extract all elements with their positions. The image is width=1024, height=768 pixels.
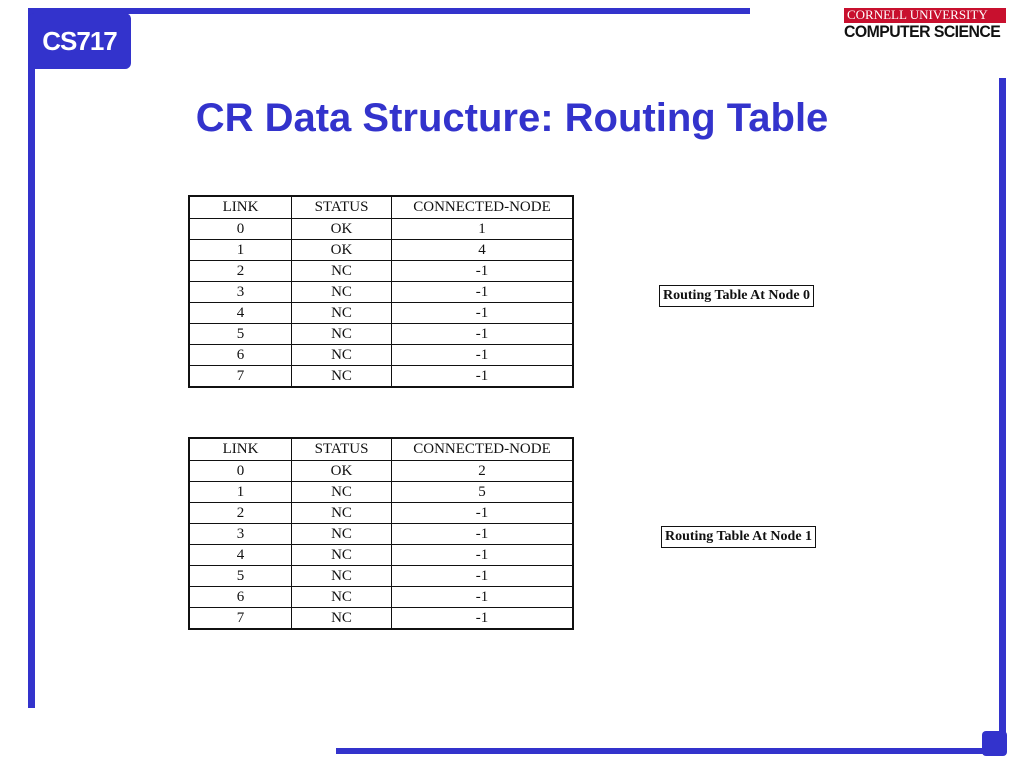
cell-connected-node: 4 <box>392 240 574 261</box>
cell-connected-node: -1 <box>392 345 574 366</box>
cell-status: NC <box>292 503 392 524</box>
bottom-right-corner-block <box>982 731 1007 756</box>
cell-link: 3 <box>189 524 292 545</box>
logo-department-text: COMPUTER SCIENCE <box>844 22 1001 41</box>
cornell-cs-logo <box>844 8 1006 41</box>
cell-connected-node: -1 <box>392 261 574 282</box>
cell-link: 3 <box>189 282 292 303</box>
routing-table-node-1 <box>188 437 574 630</box>
cell-status: NC <box>292 345 392 366</box>
table-row <box>189 482 573 503</box>
cell-connected-node: -1 <box>392 282 574 303</box>
cell-link: 5 <box>189 566 292 587</box>
table-row <box>189 461 573 482</box>
cell-status: NC <box>292 282 392 303</box>
table-row <box>189 566 573 587</box>
top-border-bar <box>28 8 750 14</box>
slide-title: CR Data Structure: Routing Table <box>195 96 829 140</box>
cell-status: NC <box>292 324 392 345</box>
cell-status: OK <box>292 461 392 482</box>
cell-connected-node: -1 <box>392 608 574 630</box>
cell-connected-node: -1 <box>392 587 574 608</box>
cell-link: 2 <box>189 261 292 282</box>
cell-status: NC <box>292 524 392 545</box>
table-row <box>189 303 573 324</box>
cell-link: 4 <box>189 303 292 324</box>
cell-connected-node: -1 <box>392 545 574 566</box>
cell-status: OK <box>292 240 392 261</box>
table-header-row <box>189 196 573 219</box>
cell-link: 6 <box>189 587 292 608</box>
table-row <box>189 282 573 303</box>
column-header-link: LINK <box>189 438 292 461</box>
cell-connected-node: -1 <box>392 324 574 345</box>
cell-status: NC <box>292 566 392 587</box>
cell-connected-node: -1 <box>392 303 574 324</box>
caption-node-0: Routing Table At Node 0 <box>659 285 814 307</box>
cell-link: 1 <box>189 482 292 503</box>
cell-link: 2 <box>189 503 292 524</box>
cell-link: 6 <box>189 345 292 366</box>
column-header-status: STATUS <box>292 196 392 219</box>
cell-status: NC <box>292 482 392 503</box>
cell-status: NC <box>292 545 392 566</box>
column-header-status: STATUS <box>292 438 392 461</box>
cell-status: OK <box>292 219 392 240</box>
cell-link: 7 <box>189 366 292 388</box>
cell-status: NC <box>292 608 392 630</box>
table-row <box>189 608 573 630</box>
cell-status: NC <box>292 366 392 388</box>
cell-connected-node: -1 <box>392 366 574 388</box>
table-row <box>189 345 573 366</box>
table-row <box>189 587 573 608</box>
routing-table-node-0 <box>188 195 574 388</box>
logo-university-text: CORNELL UNIVERSITY <box>844 8 1006 23</box>
cell-connected-node: -1 <box>392 503 574 524</box>
cell-link: 0 <box>189 461 292 482</box>
cell-status: NC <box>292 587 392 608</box>
table-row <box>189 324 573 345</box>
cell-link: 4 <box>189 545 292 566</box>
table-header-row <box>189 438 573 461</box>
table-row <box>189 524 573 545</box>
cell-link: 0 <box>189 219 292 240</box>
right-border-bar <box>999 78 1006 748</box>
bottom-border-bar <box>336 748 1006 754</box>
cell-link: 5 <box>189 324 292 345</box>
cell-status: NC <box>292 261 392 282</box>
table-row <box>189 219 573 240</box>
table-row <box>189 366 573 388</box>
caption-node-1: Routing Table At Node 1 <box>661 526 816 548</box>
cell-connected-node: 1 <box>392 219 574 240</box>
table-row <box>189 240 573 261</box>
table-row <box>189 261 573 282</box>
cell-link: 7 <box>189 608 292 630</box>
column-header-connected-node: CONNECTED-NODE <box>392 438 574 461</box>
cell-connected-node: 5 <box>392 482 574 503</box>
cell-connected-node: 2 <box>392 461 574 482</box>
course-badge: CS717 <box>28 13 131 69</box>
cell-connected-node: -1 <box>392 524 574 545</box>
cell-link: 1 <box>189 240 292 261</box>
table-row <box>189 503 573 524</box>
cell-status: NC <box>292 303 392 324</box>
column-header-link: LINK <box>189 196 292 219</box>
column-header-connected-node: CONNECTED-NODE <box>392 196 574 219</box>
cell-connected-node: -1 <box>392 566 574 587</box>
table-row <box>189 545 573 566</box>
